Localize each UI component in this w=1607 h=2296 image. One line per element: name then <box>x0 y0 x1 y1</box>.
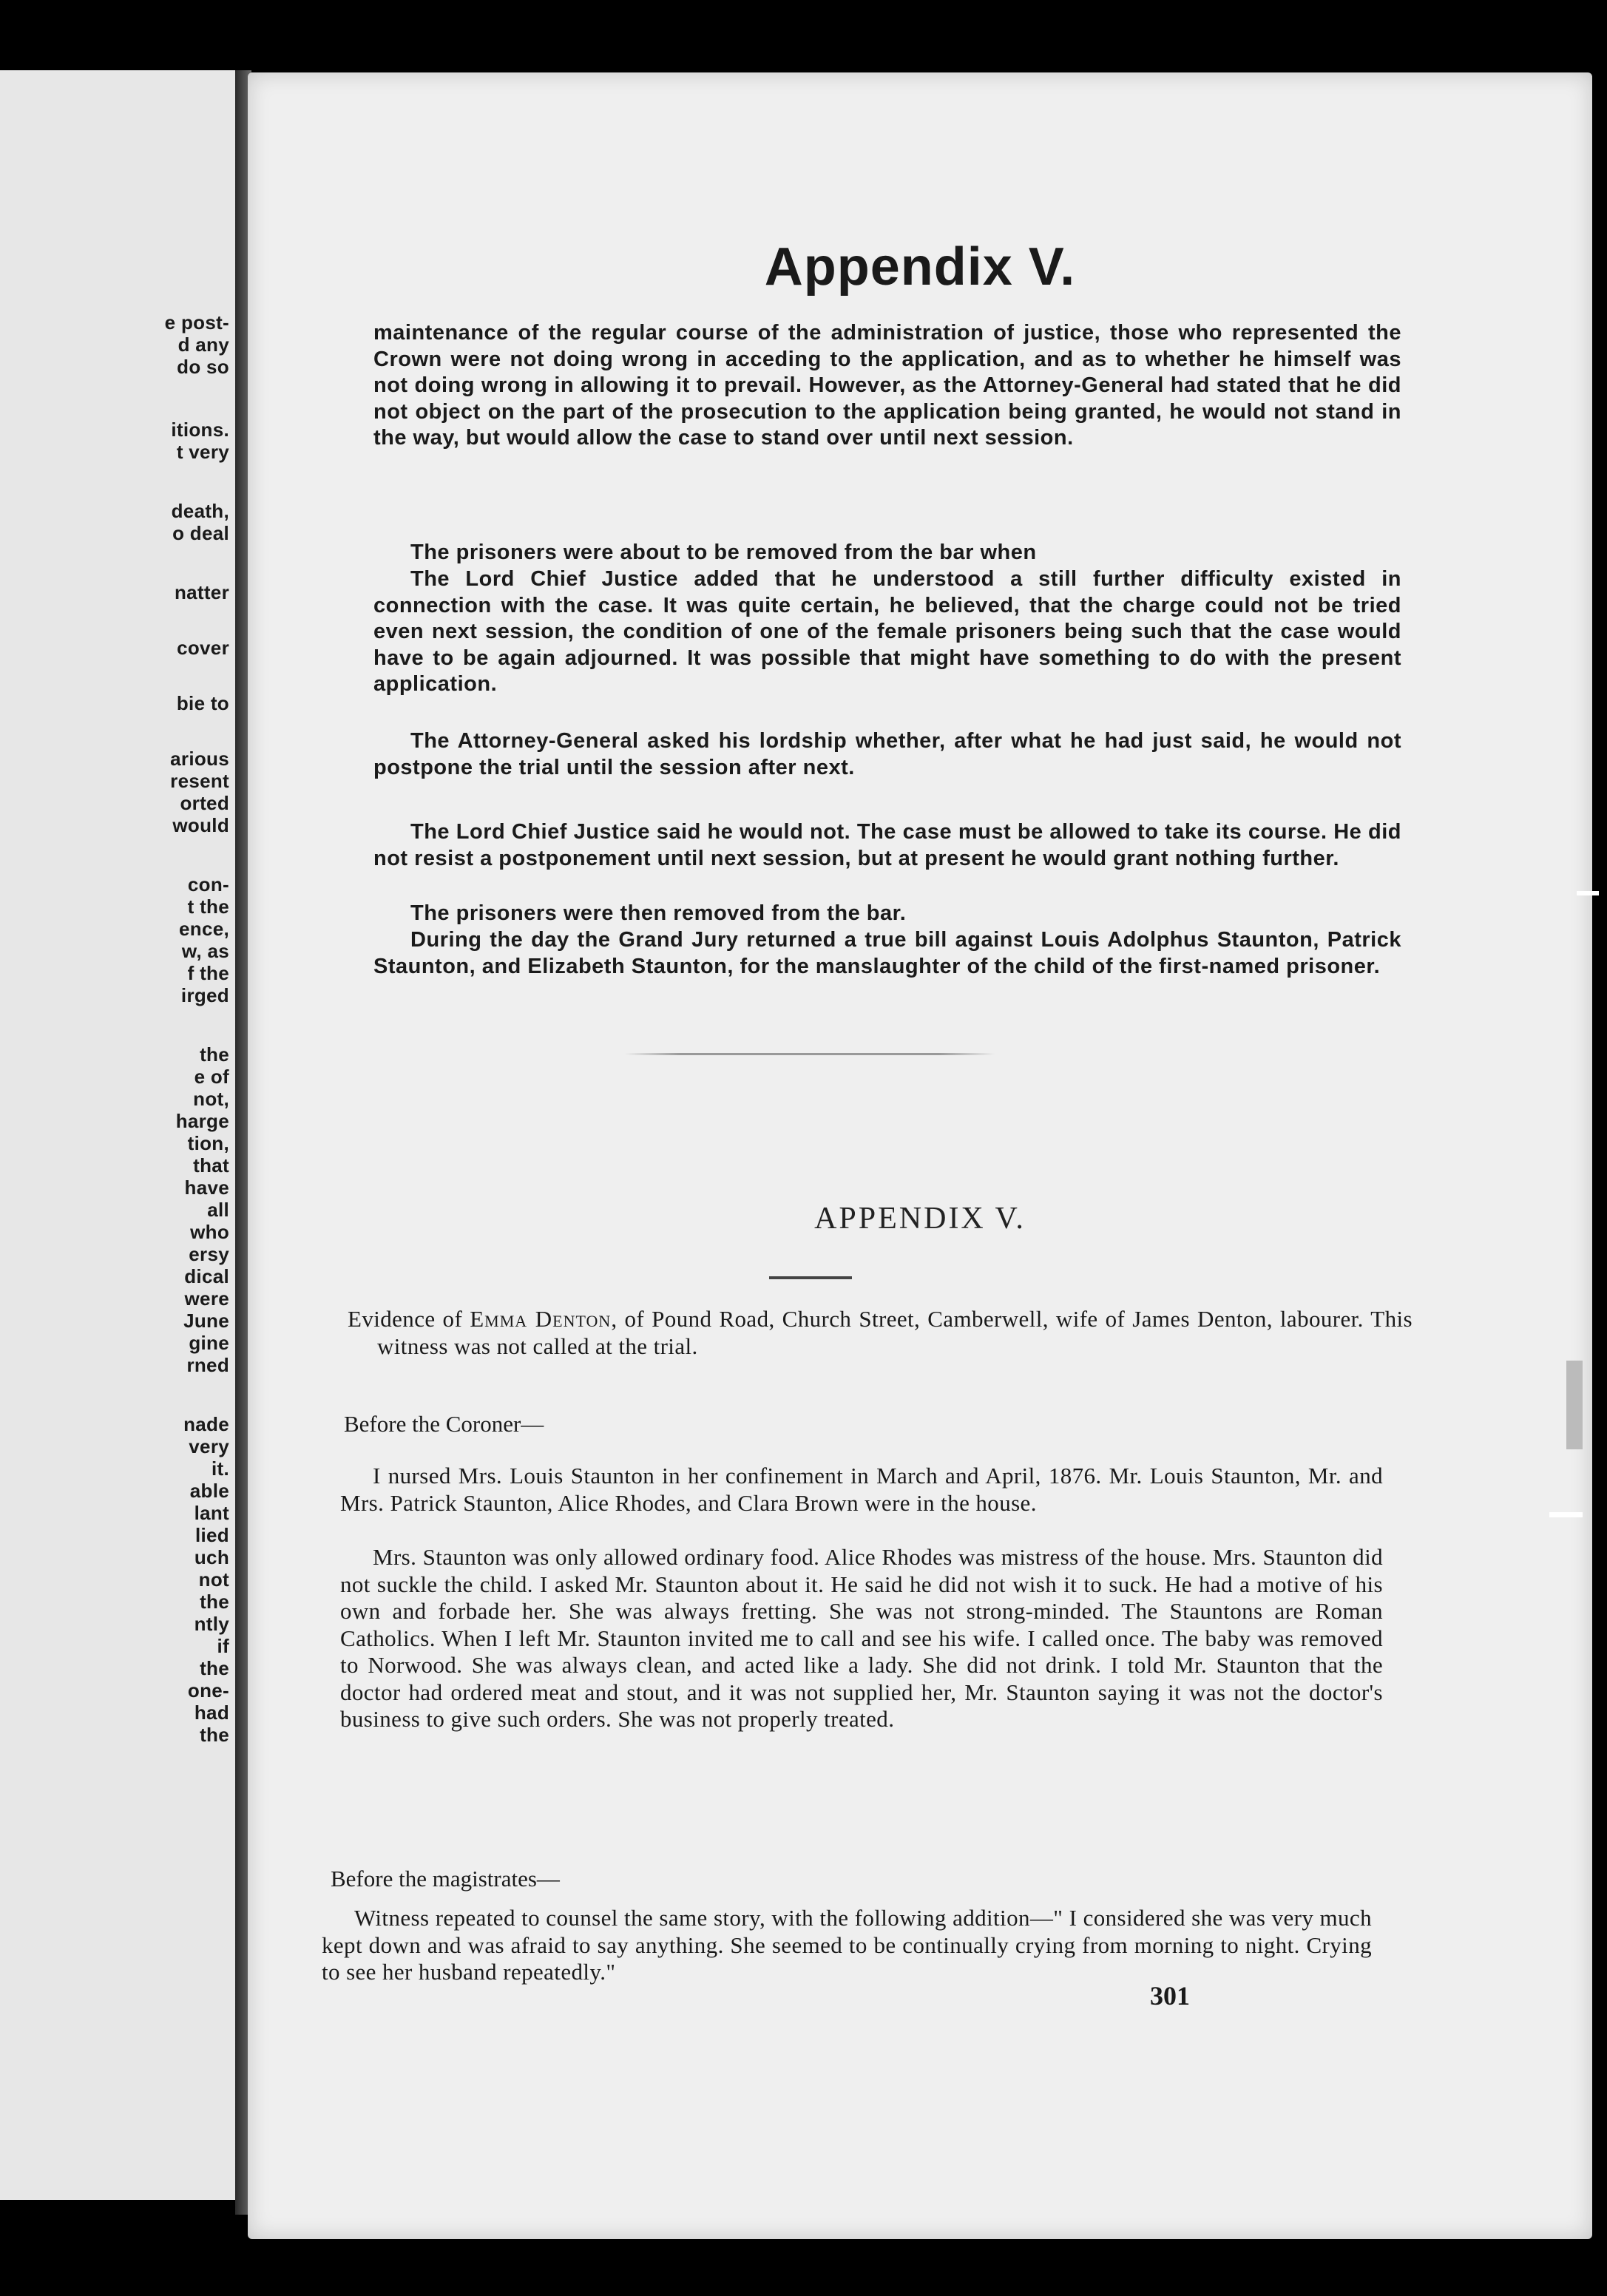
left-page-text-fragment: itions. <box>171 419 229 441</box>
left-page-text-fragment: that <box>193 1154 229 1176</box>
left-page-text-fragment: d any <box>177 333 229 356</box>
left-page-text-fragment: nade <box>183 1413 229 1435</box>
left-page-text-fragment: the <box>200 1657 229 1679</box>
upper-paragraph-3: The Lord Chief Justice added that he understood a still further difficulty existed in connection with the case. It was quite certain, he believed, that the charge could not be tried even next session, the condition of one of the female prisoners being such that the case would have to be again adjourned. It was possible that might have something to do with the present application. <box>373 567 1401 697</box>
title-rule <box>769 1276 852 1279</box>
left-page-text-fragment: e of <box>194 1066 229 1088</box>
upper-paragraph-7: During the day the Grand Jury returned a true bill against Louis Adolphus Staunton, Patrick Staunton, and Elizabeth Staunton, for the manslaughter of the child of the first-named prisoner. <box>373 928 1401 978</box>
left-page-text-fragment: t the <box>187 895 229 918</box>
left-page-text-fragment: the <box>200 1724 229 1746</box>
left-page-text-fragment: if <box>217 1635 229 1657</box>
left-page-text-fragment: the <box>200 1043 229 1066</box>
left-page-text-fragment: who <box>190 1221 229 1243</box>
left-page-text-fragment: it. <box>211 1457 229 1480</box>
evidence-intro-prefix: Evidence of <box>348 1306 470 1332</box>
left-page-text-fragment: t very <box>176 441 229 463</box>
left-page-text-fragment: not, <box>193 1088 229 1110</box>
coroner-paragraph-1: I nursed Mrs. Louis Staunton in her confinement in March and April, 1876. Mr. Louis Staunton, Mr. and Mrs. Patrick Staunton, Alice Rhodes, and Clara Brown were in the house. <box>340 1463 1383 1516</box>
left-page-text-fragment: harge <box>175 1110 229 1132</box>
magistrates-paragraph: Witness repeated to counsel the same story, with the following addition—" I considered she was very much kept down and was afraid to say anything. She seemed to be continually crying from morning to night. Crying to see her husband repeatedly." <box>322 1905 1372 1985</box>
left-page-text-fragment: irged <box>180 984 229 1006</box>
left-page-text-fragment: were <box>184 1287 229 1310</box>
left-page-text-fragment: able <box>189 1480 229 1502</box>
left-page-text-fragment: tion, <box>187 1132 229 1154</box>
left-page-text-fragment: rned <box>186 1354 229 1376</box>
left-page-text-fragment: not <box>198 1568 229 1591</box>
left-page-text-fragment: con- <box>187 873 229 895</box>
left-page-text-fragment: dical <box>184 1265 229 1287</box>
left-page-text-fragment: ence, <box>179 918 229 940</box>
left-page-text-fragment: e post- <box>164 311 229 333</box>
left-page-text-fragment: had <box>194 1701 229 1724</box>
left-page-text-fragment: all <box>207 1199 229 1221</box>
left-page-text-fragment: bie to <box>176 692 229 714</box>
left-page-text-fragment: do so <box>177 356 229 378</box>
evidence-intro-suffix: , of Pound Road, Church Street, Camberwell, wife of James Denton, labourer. This witness was not called at the trial. <box>377 1306 1413 1359</box>
page-heading: Appendix V. <box>764 237 1076 297</box>
margin-speck <box>1577 891 1599 895</box>
evidence-intro <box>348 1306 1413 1360</box>
coroner-paragraph-2: Mrs. Staunton was only allowed ordinary food. Alice Rhodes was mistress of the house. Mrs. Staunton did not suckle the child. I asked Mr. Staunton about it. He said he did not wish it to suck. He had a motive of his own and forbade her. She was always fretting. She was not strong-minded. The Stauntons are Roman Catholics. When I left Mr. Staunton invited me to call and see his wife. I called once. The baby was removed to Norwood. She was always clean, and acted like a lady. She did not drink. I told Mr. Staunton that the doctor had ordered meat and stout, and it was not supplied her, Mr. Staunton saying it was not the doctor's business to give such orders. She was not properly treated. <box>340 1544 1383 1732</box>
left-page-text-fragment: June <box>183 1310 229 1332</box>
left-page-text-fragment: w, as <box>181 940 229 962</box>
upper-paragraph-1: maintenance of the regular course of the administration of justice, those who represented the Crown were not doing wrong in acceding to the application, and as to whether he himself was not doing wrong in allowing it to prevail. However, as the Attorney-General had stated that he did not object on the part of the prosecution to the application being granted, he would not stand in the way, but would allow the case to stand over until next session. <box>373 321 1401 450</box>
page-number: 301 <box>1150 1981 1190 2011</box>
left-page-text-fragment: resent <box>170 770 229 792</box>
left-page-text-fragment: orted <box>180 792 229 814</box>
before-coroner-heading: Before the Coroner— <box>344 1411 544 1437</box>
upper-paragraph-4: The Attorney-General asked his lordship whether, after what he had just said, he would not postpone the trial until the session after next. <box>373 729 1401 779</box>
left-page-text-fragment: arious <box>170 748 229 770</box>
upper-paragraph-2: The prisoners were about to be removed from the bar when <box>410 541 1037 564</box>
left-page-text-fragment: lant <box>194 1502 229 1524</box>
left-page-text-fragment: would <box>172 814 229 836</box>
upper-paragraph-6: The prisoners were then removed from the bar. <box>410 901 907 925</box>
upper-paragraph-5: The Lord Chief Justice said he would not. The case must be allowed to take its course. He did not resist a postponement until next session, but at present he would grant nothing further. <box>373 820 1401 870</box>
appendix-title: APPENDIX V. <box>814 1202 1026 1236</box>
left-page-text-fragment: very <box>189 1435 229 1457</box>
left-page-text-fragment: have <box>184 1176 229 1199</box>
left-page-text-fragment: natter <box>174 581 229 603</box>
left-page-text-fragment: ntly <box>194 1613 229 1635</box>
witness-name: Emma Denton <box>470 1306 612 1332</box>
left-page-text-fragment: the <box>200 1591 229 1613</box>
margin-speck <box>1566 1361 1583 1449</box>
margin-speck <box>1549 1512 1583 1517</box>
left-page-text-fragment: uch <box>194 1546 229 1568</box>
left-page-text-fragment: o deal <box>172 522 229 544</box>
section-divider <box>625 1053 995 1055</box>
left-page-text-fragment: gine <box>189 1332 229 1354</box>
left-page-text-fragment: f the <box>187 962 229 984</box>
left-page-text-fragment: one- <box>187 1679 229 1701</box>
left-page-text-fragment: ersy <box>189 1243 229 1265</box>
previous-page-fragment <box>0 70 240 2200</box>
left-page-text-fragment: cover <box>177 637 229 659</box>
left-page-text-fragment: death, <box>171 500 229 522</box>
page <box>248 72 1592 2239</box>
left-page-text-fragment: lied <box>195 1524 229 1546</box>
before-magistrates-heading: Before the magistrates— <box>331 1866 560 1892</box>
